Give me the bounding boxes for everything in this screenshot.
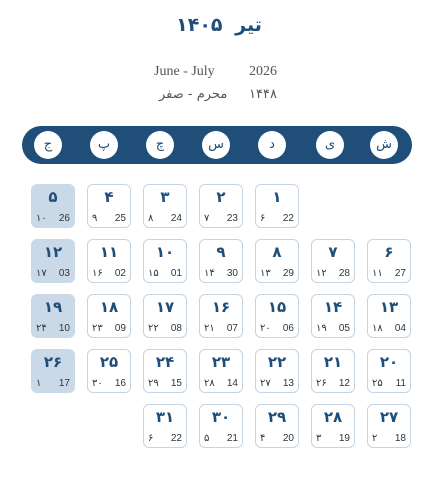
day-cell[interactable] <box>87 349 131 393</box>
gregorian-day-number: 19 <box>338 433 350 444</box>
gregorian-day-number: 10 <box>58 323 70 334</box>
hijri-day-number: ۳ <box>316 433 322 444</box>
gregorian-year: 2026 <box>249 64 277 79</box>
persian-day-number: ۱۴ <box>323 298 343 316</box>
hijri-day-number: ۱۵ <box>148 268 159 279</box>
day-cell[interactable] <box>87 239 131 283</box>
persian-day-number: ۱۸ <box>99 298 119 316</box>
persian-day-number: ۲۱ <box>323 353 343 371</box>
hijri-day-number: ۲۸ <box>204 378 215 389</box>
persian-day-number: ۲۴ <box>155 353 175 371</box>
day-cell[interactable] <box>143 184 187 228</box>
hijri-day-number: ۶ <box>260 213 266 224</box>
day-cell[interactable] <box>199 294 243 338</box>
hijri-day-number: ۲۷ <box>260 378 271 389</box>
hijri-day-number: ۱۸ <box>372 323 383 334</box>
persian-day-number: ۲۸ <box>323 408 343 426</box>
day-cell[interactable] <box>31 294 75 338</box>
hijri-day-number: ۱۷ <box>36 268 47 279</box>
persian-day-number: ۲۶ <box>43 353 63 371</box>
hijri-day-number: ۱۴ <box>204 268 215 279</box>
day-cell[interactable] <box>31 349 75 393</box>
persian-day-number: ۴ <box>104 188 114 206</box>
hijri-day-number: ۲ <box>372 433 378 444</box>
gregorian-day-number: 08 <box>170 323 182 334</box>
day-cell[interactable] <box>31 184 75 228</box>
persian-day-number: ۸ <box>272 243 282 261</box>
weekday-tuesday: س <box>202 131 230 159</box>
gregorian-day-number: 16 <box>114 378 126 389</box>
persian-day-number: ۲ <box>216 188 226 206</box>
day-cell[interactable] <box>311 349 355 393</box>
gregorian-day-number: 14 <box>226 378 238 389</box>
weekday-monday: د <box>258 131 286 159</box>
day-cell[interactable] <box>367 349 411 393</box>
gregorian-day-number: 21 <box>226 433 238 444</box>
gregorian-day-number: 22 <box>170 433 182 444</box>
hijri-day-number: ۱۶ <box>92 268 103 279</box>
persian-day-number: ۲۳ <box>211 353 231 371</box>
hijri-day-number: ۲۶ <box>316 378 327 389</box>
gregorian-months: June - July <box>154 64 215 79</box>
gregorian-day-number: 13 <box>282 378 294 389</box>
persian-day-number: ۳ <box>160 188 170 206</box>
persian-day-number: ۱۷ <box>155 298 175 316</box>
day-cell[interactable] <box>367 294 411 338</box>
persian-day-number: ۶ <box>384 243 394 261</box>
persian-day-number: ۲۹ <box>267 408 287 426</box>
persian-day-number: ۳۰ <box>211 408 231 426</box>
day-cell[interactable] <box>311 404 355 448</box>
year-label: ۱۴۰۵ <box>176 14 223 36</box>
gregorian-day-number: 26 <box>58 213 70 224</box>
day-cell[interactable] <box>199 404 243 448</box>
month-name: تیر <box>235 14 262 36</box>
persian-day-number: ۲۲ <box>267 353 287 371</box>
day-cell[interactable] <box>199 239 243 283</box>
hijri-day-number: ۶ <box>148 433 154 444</box>
hijri-day-number: ۹ <box>92 213 98 224</box>
persian-day-number: ۱۹ <box>43 298 63 316</box>
hijri-day-number: ۲۰ <box>260 323 271 334</box>
gregorian-day-number: 27 <box>394 268 406 279</box>
day-cell[interactable] <box>143 294 187 338</box>
day-cell[interactable] <box>255 404 299 448</box>
gregorian-day-number: 28 <box>338 268 350 279</box>
day-cell[interactable] <box>255 184 299 228</box>
hijri-day-number: ۲۳ <box>92 323 103 334</box>
persian-day-number: ۱۰ <box>155 243 175 261</box>
persian-day-number: ۱ <box>272 188 282 206</box>
gregorian-day-number: 05 <box>338 323 350 334</box>
day-cell[interactable] <box>311 294 355 338</box>
persian-day-number: ۱۲ <box>43 243 63 261</box>
day-cell[interactable] <box>367 404 411 448</box>
persian-day-number: ۱۱ <box>99 243 119 261</box>
hijri-day-number: ۳۰ <box>92 378 103 389</box>
hijri-day-number: ۲۴ <box>36 323 47 334</box>
hijri-day-number: ۲۱ <box>204 323 215 334</box>
gregorian-day-number: 15 <box>170 378 182 389</box>
hijri-day-number: ۱۱ <box>372 268 383 279</box>
persian-day-number: ۱۳ <box>379 298 399 316</box>
day-cell[interactable] <box>255 239 299 283</box>
day-cell[interactable] <box>367 239 411 283</box>
persian-day-number: ۹ <box>216 243 226 261</box>
weekday-saturday: ش <box>370 131 398 159</box>
day-cell[interactable] <box>143 349 187 393</box>
persian-day-number: ۲۰ <box>379 353 399 371</box>
gregorian-day-number: 06 <box>282 323 294 334</box>
persian-day-number: ۷ <box>328 243 338 261</box>
month-title <box>0 14 438 36</box>
weekday-friday: ج <box>34 131 62 159</box>
hijri-day-number: ۸ <box>148 213 154 224</box>
hijri-year: ۱۴۴۸ <box>249 87 277 102</box>
day-cell[interactable] <box>87 184 131 228</box>
gregorian-day-number: 23 <box>226 213 238 224</box>
day-cell[interactable] <box>199 349 243 393</box>
hijri-day-number: ۱ <box>36 378 42 389</box>
day-cell[interactable] <box>31 239 75 283</box>
gregorian-day-number: 24 <box>170 213 182 224</box>
day-cell[interactable] <box>255 349 299 393</box>
hijri-day-number: ۷ <box>204 213 210 224</box>
hijri-day-number: ۲۲ <box>148 323 159 334</box>
hijri-day-number: ۴ <box>260 433 266 444</box>
weekday-bar <box>22 126 412 164</box>
hijri-day-number: ۱۳ <box>260 268 271 279</box>
day-cell[interactable] <box>143 404 187 448</box>
gregorian-day-number: 11 <box>395 378 406 389</box>
persian-day-number: ۲۵ <box>99 353 119 371</box>
hijri-day-number: ۵ <box>204 433 210 444</box>
gregorian-day-number: 17 <box>58 378 70 389</box>
hijri-day-number: ۱۹ <box>316 323 327 334</box>
gregorian-day-number: 07 <box>226 323 238 334</box>
gregorian-day-number: 03 <box>58 268 70 279</box>
gregorian-day-number: 29 <box>282 268 294 279</box>
gregorian-day-number: 09 <box>114 323 126 334</box>
gregorian-day-number: 04 <box>394 323 406 334</box>
persian-day-number: ۱۶ <box>211 298 231 316</box>
hijri-day-number: ۲۹ <box>148 378 159 389</box>
gregorian-day-number: 01 <box>170 268 182 279</box>
hijri-day-number: ۱۰ <box>36 213 47 224</box>
persian-day-number: ۳۱ <box>155 408 175 426</box>
day-cell[interactable] <box>199 184 243 228</box>
persian-day-number: ۲۷ <box>379 408 399 426</box>
hijri-day-number: ۱۲ <box>316 268 327 279</box>
gregorian-day-number: 02 <box>114 268 126 279</box>
gregorian-day-number: 18 <box>394 433 406 444</box>
gregorian-day-number: 20 <box>282 433 294 444</box>
weekday-thursday: پ <box>90 131 118 159</box>
hijri-months: محرم - صفر <box>159 87 228 102</box>
day-cell[interactable] <box>87 294 131 338</box>
weekday-wednesday: چ <box>146 131 174 159</box>
persian-day-number: ۱۵ <box>267 298 287 316</box>
persian-day-number: ۵ <box>48 188 58 206</box>
gregorian-day-number: 12 <box>338 378 350 389</box>
weekday-sunday: ی <box>316 131 344 159</box>
gregorian-day-number: 30 <box>226 268 238 279</box>
gregorian-day-number: 22 <box>282 213 294 224</box>
gregorian-day-number: 25 <box>114 213 126 224</box>
day-cell[interactable] <box>143 239 187 283</box>
day-cell[interactable] <box>255 294 299 338</box>
day-cell[interactable] <box>311 239 355 283</box>
hijri-day-number: ۲۵ <box>372 378 383 389</box>
